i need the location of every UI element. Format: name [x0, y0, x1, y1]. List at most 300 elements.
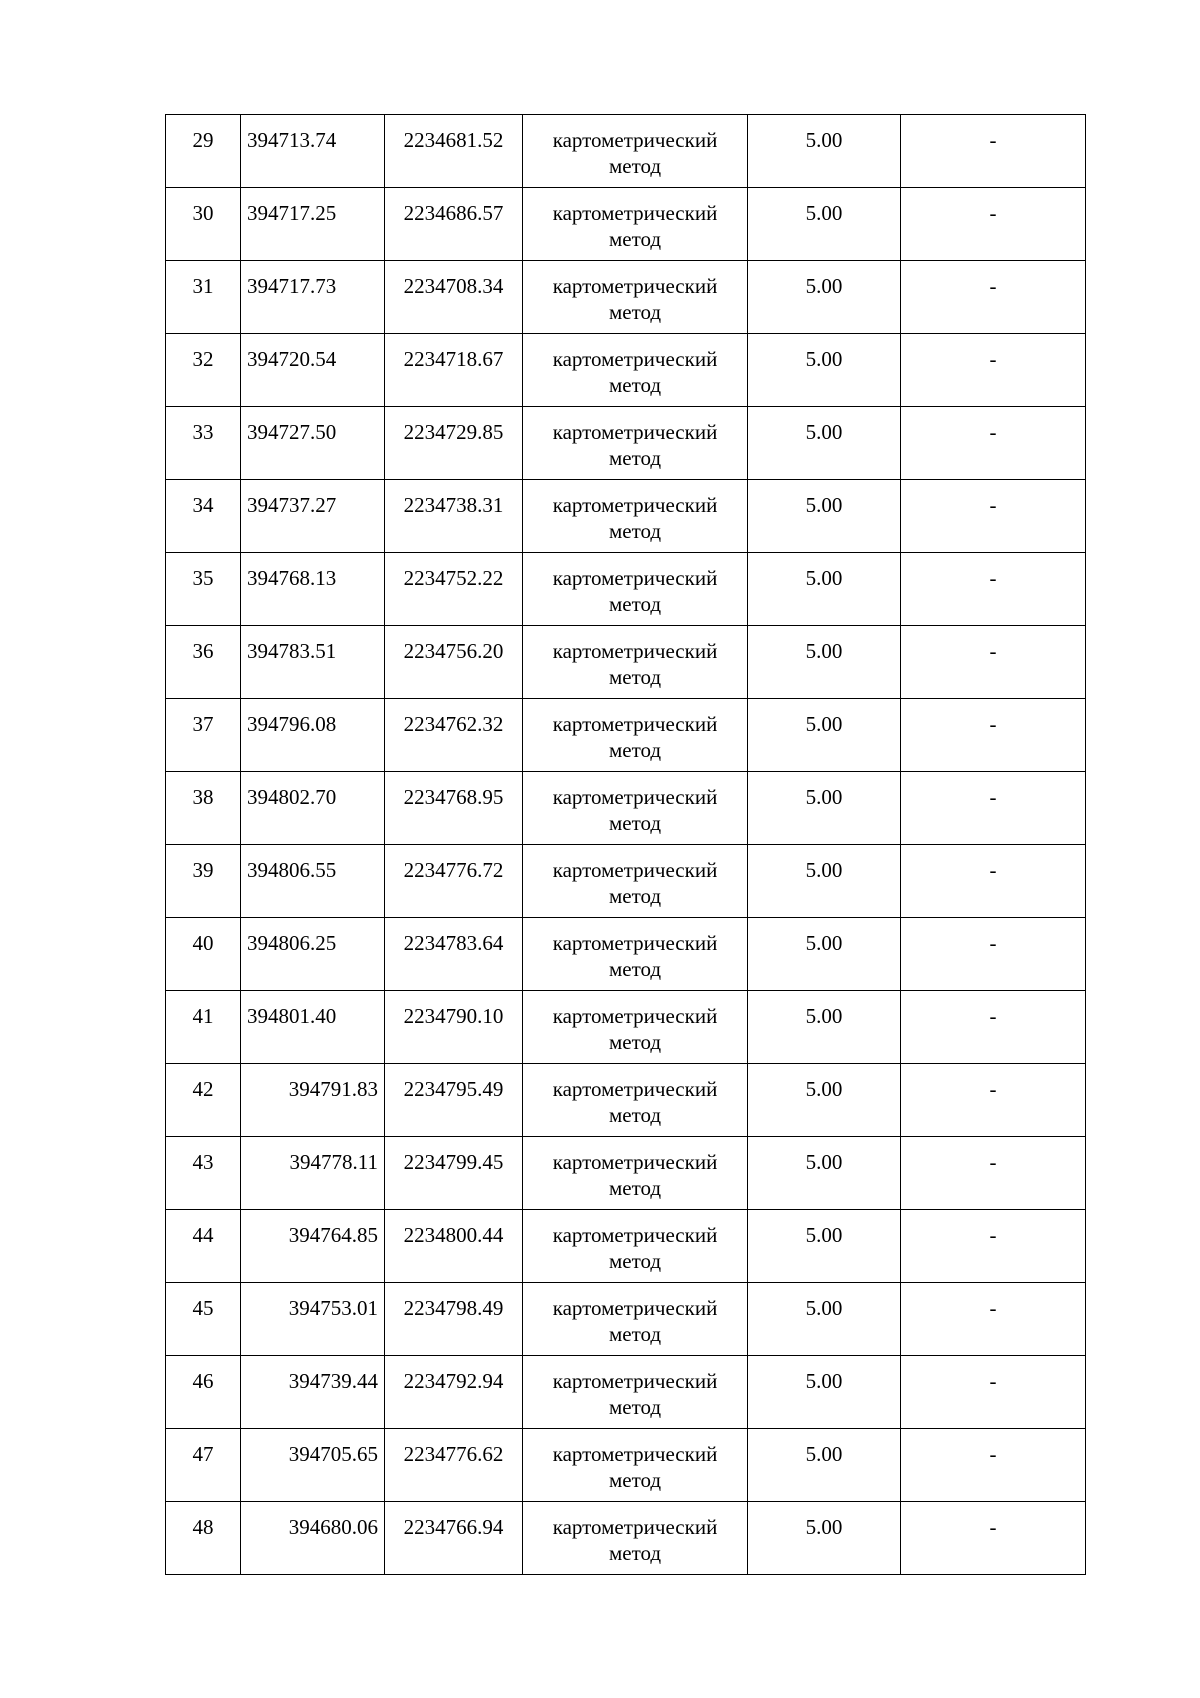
- y-coordinate-cell: [385, 1429, 523, 1502]
- method-text: [523, 407, 747, 471]
- accuracy-cell-text: 5.00: [805, 1004, 843, 1028]
- method-text: [523, 1502, 747, 1566]
- table-row: [166, 991, 1086, 1064]
- accuracy-cell: [748, 699, 901, 772]
- x-coordinate-cell: [241, 1137, 385, 1210]
- method-line: метод: [608, 1468, 662, 1492]
- y-coordinate-cell: [385, 1356, 523, 1429]
- point-number-cell: [166, 188, 241, 261]
- y-coordinate-cell: [385, 480, 523, 553]
- description-cell: [901, 334, 1086, 407]
- table-row: [166, 1356, 1086, 1429]
- accuracy-cell-text: 5.00: [805, 1150, 843, 1174]
- point-number-cell-text: 29: [192, 128, 214, 152]
- description-cell: [901, 115, 1086, 188]
- x-coordinate-cell: [241, 1283, 385, 1356]
- method-line: картометрический: [552, 1296, 718, 1320]
- accuracy-cell-text: 5.00: [805, 1369, 843, 1393]
- accuracy-cell: [748, 1210, 901, 1283]
- x-coordinate-cell: [241, 1502, 385, 1575]
- x-coordinate-cell: [241, 1429, 385, 1502]
- accuracy-cell-text: 5.00: [805, 493, 843, 517]
- accuracy-cell: [748, 991, 901, 1064]
- description-cell: [901, 480, 1086, 553]
- description-cell-text: -: [989, 1369, 997, 1393]
- method-cell: [523, 626, 748, 699]
- method-line: картометрический: [552, 274, 718, 298]
- method-cell: [523, 334, 748, 407]
- method-line: метод: [608, 957, 662, 981]
- method-text: [523, 480, 747, 544]
- y-coordinate-cell: [385, 261, 523, 334]
- point-number-cell-text: 47: [192, 1442, 214, 1466]
- x-coordinate-cell-text: 394727.50: [247, 420, 337, 444]
- point-number-cell-text: 33: [192, 420, 214, 444]
- accuracy-cell-text: 5.00: [805, 1515, 843, 1539]
- method-line: картометрический: [552, 566, 718, 590]
- point-number-cell: [166, 772, 241, 845]
- accuracy-cell-text: 5.00: [805, 128, 843, 152]
- method-cell: [523, 918, 748, 991]
- x-coordinate-cell: [241, 480, 385, 553]
- point-number-cell: [166, 1064, 241, 1137]
- accuracy-cell-text: 5.00: [805, 420, 843, 444]
- method-line: картометрический: [552, 1223, 718, 1247]
- method-text: [523, 991, 747, 1055]
- y-coordinate-cell-text: 2234738.31: [403, 493, 504, 517]
- point-number-cell: [166, 1356, 241, 1429]
- method-text: [523, 1356, 747, 1420]
- point-number-cell-text: 31: [192, 274, 214, 298]
- accuracy-cell: [748, 772, 901, 845]
- y-coordinate-cell-text: 2234799.45: [403, 1150, 504, 1174]
- x-coordinate-cell-text: 394720.54: [247, 347, 337, 371]
- y-coordinate-cell-text: 2234798.49: [403, 1296, 504, 1320]
- point-number-cell-text: 36: [192, 639, 214, 663]
- table-row: [166, 1137, 1086, 1210]
- x-coordinate-cell-text: 394753.01: [288, 1296, 378, 1320]
- x-coordinate-cell: [241, 1064, 385, 1137]
- method-line: метод: [608, 665, 662, 689]
- method-text: [523, 772, 747, 836]
- method-line: метод: [608, 446, 662, 470]
- x-coordinate-cell-text: 394796.08: [247, 712, 337, 736]
- y-coordinate-cell: [385, 1283, 523, 1356]
- x-coordinate-cell-text: 394802.70: [247, 785, 337, 809]
- x-coordinate-cell-text: 394791.83: [288, 1077, 378, 1101]
- method-cell: [523, 1064, 748, 1137]
- method-cell: [523, 991, 748, 1064]
- method-cell: [523, 407, 748, 480]
- description-cell-text: -: [989, 1442, 997, 1466]
- method-cell: [523, 699, 748, 772]
- description-cell-text: -: [989, 931, 997, 955]
- description-cell-text: -: [989, 566, 997, 590]
- x-coordinate-cell-text: 394717.25: [247, 201, 337, 225]
- table-row: [166, 626, 1086, 699]
- point-number-cell-text: 45: [192, 1296, 214, 1320]
- y-coordinate-cell-text: 2234776.62: [403, 1442, 504, 1466]
- method-line: картометрический: [552, 201, 718, 225]
- x-coordinate-cell-text: 394806.55: [247, 858, 337, 882]
- y-coordinate-cell: [385, 1064, 523, 1137]
- point-number-cell: [166, 626, 241, 699]
- accuracy-cell: [748, 1283, 901, 1356]
- point-number-cell-text: 32: [192, 347, 214, 371]
- method-line: картометрический: [552, 712, 718, 736]
- accuracy-cell: [748, 1064, 901, 1137]
- accuracy-cell: [748, 1502, 901, 1575]
- description-cell: [901, 1502, 1086, 1575]
- description-cell: [901, 1283, 1086, 1356]
- y-coordinate-cell: [385, 1210, 523, 1283]
- accuracy-cell-text: 5.00: [805, 1442, 843, 1466]
- point-number-cell-text: 42: [192, 1077, 214, 1101]
- method-text: [523, 1137, 747, 1201]
- method-line: метод: [608, 1249, 662, 1273]
- y-coordinate-cell-text: 2234729.85: [403, 420, 504, 444]
- x-coordinate-cell-text: 394768.13: [247, 566, 337, 590]
- point-number-cell-text: 41: [192, 1004, 214, 1028]
- accuracy-cell-text: 5.00: [805, 785, 843, 809]
- table-row: [166, 334, 1086, 407]
- method-line: картометрический: [552, 347, 718, 371]
- description-cell: [901, 772, 1086, 845]
- method-text: [523, 334, 747, 398]
- description-cell: [901, 626, 1086, 699]
- method-cell: [523, 1283, 748, 1356]
- method-line: картометрический: [552, 1442, 718, 1466]
- description-cell: [901, 407, 1086, 480]
- accuracy-cell: [748, 261, 901, 334]
- method-line: картометрический: [552, 493, 718, 517]
- description-cell: [901, 699, 1086, 772]
- y-coordinate-cell-text: 2234708.34: [403, 274, 504, 298]
- accuracy-cell-text: 5.00: [805, 1223, 843, 1247]
- x-coordinate-cell-text: 394739.44: [288, 1369, 378, 1393]
- description-cell: [901, 188, 1086, 261]
- accuracy-cell: [748, 626, 901, 699]
- accuracy-cell-text: 5.00: [805, 1296, 843, 1320]
- y-coordinate-cell: [385, 553, 523, 626]
- point-number-cell: [166, 1502, 241, 1575]
- y-coordinate-cell-text: 2234756.20: [403, 639, 504, 663]
- method-line: картометрический: [552, 1077, 718, 1101]
- x-coordinate-cell: [241, 845, 385, 918]
- point-number-cell-text: 44: [192, 1223, 214, 1247]
- method-text: [523, 1064, 747, 1128]
- y-coordinate-cell-text: 2234762.32: [403, 712, 504, 736]
- y-coordinate-cell-text: 2234800.44: [403, 1223, 504, 1247]
- table-row: [166, 407, 1086, 480]
- method-line: картометрический: [552, 1150, 718, 1174]
- table-row: [166, 188, 1086, 261]
- y-coordinate-cell: [385, 188, 523, 261]
- x-coordinate-cell: [241, 261, 385, 334]
- method-text: [523, 553, 747, 617]
- x-coordinate-cell-text: 394801.40: [247, 1004, 337, 1028]
- description-cell: [901, 1429, 1086, 1502]
- table-row: [166, 772, 1086, 845]
- table-row: [166, 1502, 1086, 1575]
- method-text: [523, 1429, 747, 1493]
- method-cell: [523, 772, 748, 845]
- accuracy-cell: [748, 553, 901, 626]
- description-cell-text: -: [989, 1077, 997, 1101]
- y-coordinate-cell-text: 2234790.10: [403, 1004, 504, 1028]
- x-coordinate-cell: [241, 115, 385, 188]
- description-cell-text: -: [989, 274, 997, 298]
- accuracy-cell: [748, 1429, 901, 1502]
- point-number-cell: [166, 918, 241, 991]
- table-row: [166, 1429, 1086, 1502]
- method-line: картометрический: [552, 1515, 718, 1539]
- description-cell: [901, 1210, 1086, 1283]
- method-line: метод: [608, 373, 662, 397]
- method-cell: [523, 480, 748, 553]
- point-number-cell: [166, 553, 241, 626]
- table-row: [166, 918, 1086, 991]
- y-coordinate-cell-text: 2234752.22: [403, 566, 504, 590]
- method-line: картометрический: [552, 931, 718, 955]
- accuracy-cell: [748, 188, 901, 261]
- description-cell-text: -: [989, 1223, 997, 1247]
- method-line: метод: [608, 519, 662, 543]
- y-coordinate-cell: [385, 845, 523, 918]
- y-coordinate-cell-text: 2234686.57: [403, 201, 504, 225]
- accuracy-cell-text: 5.00: [805, 347, 843, 371]
- method-cell: [523, 115, 748, 188]
- description-cell-text: -: [989, 1004, 997, 1028]
- method-line: метод: [608, 154, 662, 178]
- y-coordinate-cell: [385, 626, 523, 699]
- y-coordinate-cell-text: 2234783.64: [403, 931, 504, 955]
- y-coordinate-cell-text: 2234766.94: [403, 1515, 504, 1539]
- method-line: картометрический: [552, 858, 718, 882]
- description-cell-text: -: [989, 858, 997, 882]
- point-number-cell: [166, 1210, 241, 1283]
- table-row: [166, 115, 1086, 188]
- point-number-cell-text: 40: [192, 931, 214, 955]
- method-cell: [523, 553, 748, 626]
- description-cell-text: -: [989, 712, 997, 736]
- point-number-cell: [166, 334, 241, 407]
- method-line: картометрический: [552, 1369, 718, 1393]
- point-number-cell-text: 37: [192, 712, 214, 736]
- y-coordinate-cell-text: 2234795.49: [403, 1077, 504, 1101]
- description-cell: [901, 918, 1086, 991]
- method-line: метод: [608, 1030, 662, 1054]
- x-coordinate-cell-text: 394717.73: [247, 274, 337, 298]
- method-line: метод: [608, 1176, 662, 1200]
- point-number-cell: [166, 991, 241, 1064]
- x-coordinate-cell: [241, 991, 385, 1064]
- x-coordinate-cell-text: 394778.11: [289, 1150, 378, 1174]
- x-coordinate-cell: [241, 918, 385, 991]
- method-cell: [523, 1137, 748, 1210]
- method-cell: [523, 1502, 748, 1575]
- method-line: метод: [608, 227, 662, 251]
- accuracy-cell: [748, 115, 901, 188]
- x-coordinate-cell-text: 394705.65: [288, 1442, 378, 1466]
- y-coordinate-cell: [385, 991, 523, 1064]
- description-cell-text: -: [989, 493, 997, 517]
- point-number-cell-text: 46: [192, 1369, 214, 1393]
- y-coordinate-cell: [385, 772, 523, 845]
- method-line: картометрический: [552, 785, 718, 809]
- table-row: [166, 480, 1086, 553]
- table-row: [166, 1064, 1086, 1137]
- x-coordinate-cell-text: 394737.27: [247, 493, 337, 517]
- accuracy-cell: [748, 1137, 901, 1210]
- description-cell-text: -: [989, 785, 997, 809]
- description-cell: [901, 1356, 1086, 1429]
- point-number-cell: [166, 1429, 241, 1502]
- coordinates-table: [165, 114, 1086, 1575]
- point-number-cell: [166, 1283, 241, 1356]
- x-coordinate-cell-text: 394806.25: [247, 931, 337, 955]
- method-line: метод: [608, 1395, 662, 1419]
- description-cell: [901, 991, 1086, 1064]
- accuracy-cell-text: 5.00: [805, 566, 843, 590]
- point-number-cell-text: 30: [192, 201, 214, 225]
- method-line: картометрический: [552, 639, 718, 663]
- point-number-cell: [166, 845, 241, 918]
- description-cell: [901, 553, 1086, 626]
- description-cell: [901, 261, 1086, 334]
- method-line: метод: [608, 592, 662, 616]
- table-row: [166, 845, 1086, 918]
- accuracy-cell: [748, 480, 901, 553]
- table-body: [166, 115, 1086, 1575]
- accuracy-cell-text: 5.00: [805, 858, 843, 882]
- table-row: [166, 699, 1086, 772]
- method-cell: [523, 845, 748, 918]
- point-number-cell-text: 48: [192, 1515, 214, 1539]
- x-coordinate-cell: [241, 407, 385, 480]
- description-cell-text: -: [989, 347, 997, 371]
- x-coordinate-cell: [241, 772, 385, 845]
- description-cell: [901, 1064, 1086, 1137]
- method-line: метод: [608, 1103, 662, 1127]
- method-text: [523, 699, 747, 763]
- accuracy-cell-text: 5.00: [805, 201, 843, 225]
- method-line: метод: [608, 811, 662, 835]
- method-text: [523, 626, 747, 690]
- description-cell-text: -: [989, 1296, 997, 1320]
- x-coordinate-cell: [241, 1356, 385, 1429]
- description-cell: [901, 1137, 1086, 1210]
- point-number-cell: [166, 407, 241, 480]
- method-cell: [523, 1356, 748, 1429]
- method-line: картометрический: [552, 128, 718, 152]
- point-number-cell-text: 35: [192, 566, 214, 590]
- y-coordinate-cell: [385, 334, 523, 407]
- method-line: метод: [608, 738, 662, 762]
- description-cell-text: -: [989, 1150, 997, 1174]
- method-text: [523, 188, 747, 252]
- method-text: [523, 918, 747, 982]
- table-row: [166, 1210, 1086, 1283]
- method-line: картометрический: [552, 420, 718, 444]
- x-coordinate-cell: [241, 188, 385, 261]
- method-text: [523, 115, 747, 179]
- y-coordinate-cell: [385, 699, 523, 772]
- x-coordinate-cell-text: 394783.51: [247, 639, 337, 663]
- accuracy-cell: [748, 845, 901, 918]
- method-cell: [523, 1210, 748, 1283]
- point-number-cell: [166, 480, 241, 553]
- accuracy-cell-text: 5.00: [805, 712, 843, 736]
- method-cell: [523, 188, 748, 261]
- table-row: [166, 1283, 1086, 1356]
- point-number-cell: [166, 115, 241, 188]
- accuracy-cell-text: 5.00: [805, 274, 843, 298]
- method-text: [523, 1210, 747, 1274]
- accuracy-cell-text: 5.00: [805, 639, 843, 663]
- method-line: метод: [608, 300, 662, 324]
- y-coordinate-cell: [385, 918, 523, 991]
- point-number-cell-text: 43: [192, 1150, 214, 1174]
- accuracy-cell-text: 5.00: [805, 931, 843, 955]
- description-cell: [901, 845, 1086, 918]
- y-coordinate-cell: [385, 1137, 523, 1210]
- method-line: метод: [608, 1541, 662, 1565]
- accuracy-cell: [748, 334, 901, 407]
- x-coordinate-cell-text: 394680.06: [288, 1515, 378, 1539]
- method-text: [523, 1283, 747, 1347]
- table-row: [166, 261, 1086, 334]
- y-coordinate-cell: [385, 1502, 523, 1575]
- description-cell-text: -: [989, 128, 997, 152]
- accuracy-cell-text: 5.00: [805, 1077, 843, 1101]
- x-coordinate-cell: [241, 699, 385, 772]
- x-coordinate-cell: [241, 1210, 385, 1283]
- description-cell-text: -: [989, 420, 997, 444]
- x-coordinate-cell: [241, 553, 385, 626]
- x-coordinate-cell: [241, 626, 385, 699]
- description-cell-text: -: [989, 201, 997, 225]
- table-row: [166, 553, 1086, 626]
- y-coordinate-cell-text: 2234718.67: [403, 347, 504, 371]
- point-number-cell-text: 34: [192, 493, 214, 517]
- x-coordinate-cell-text: 394764.85: [288, 1223, 378, 1247]
- accuracy-cell: [748, 407, 901, 480]
- point-number-cell: [166, 261, 241, 334]
- point-number-cell: [166, 1137, 241, 1210]
- accuracy-cell: [748, 918, 901, 991]
- y-coordinate-cell-text: 2234681.52: [403, 128, 504, 152]
- method-cell: [523, 261, 748, 334]
- method-cell: [523, 1429, 748, 1502]
- method-line: метод: [608, 884, 662, 908]
- y-coordinate-cell-text: 2234768.95: [403, 785, 504, 809]
- description-cell-text: -: [989, 639, 997, 663]
- accuracy-cell: [748, 1356, 901, 1429]
- x-coordinate-cell-text: 394713.74: [247, 128, 337, 152]
- point-number-cell-text: 39: [192, 858, 214, 882]
- y-coordinate-cell-text: 2234792.94: [403, 1369, 504, 1393]
- y-coordinate-cell-text: 2234776.72: [403, 858, 504, 882]
- description-cell-text: -: [989, 1515, 997, 1539]
- method-text: [523, 845, 747, 909]
- y-coordinate-cell: [385, 407, 523, 480]
- method-line: метод: [608, 1322, 662, 1346]
- y-coordinate-cell: [385, 115, 523, 188]
- point-number-cell-text: 38: [192, 785, 214, 809]
- method-text: [523, 261, 747, 325]
- point-number-cell: [166, 699, 241, 772]
